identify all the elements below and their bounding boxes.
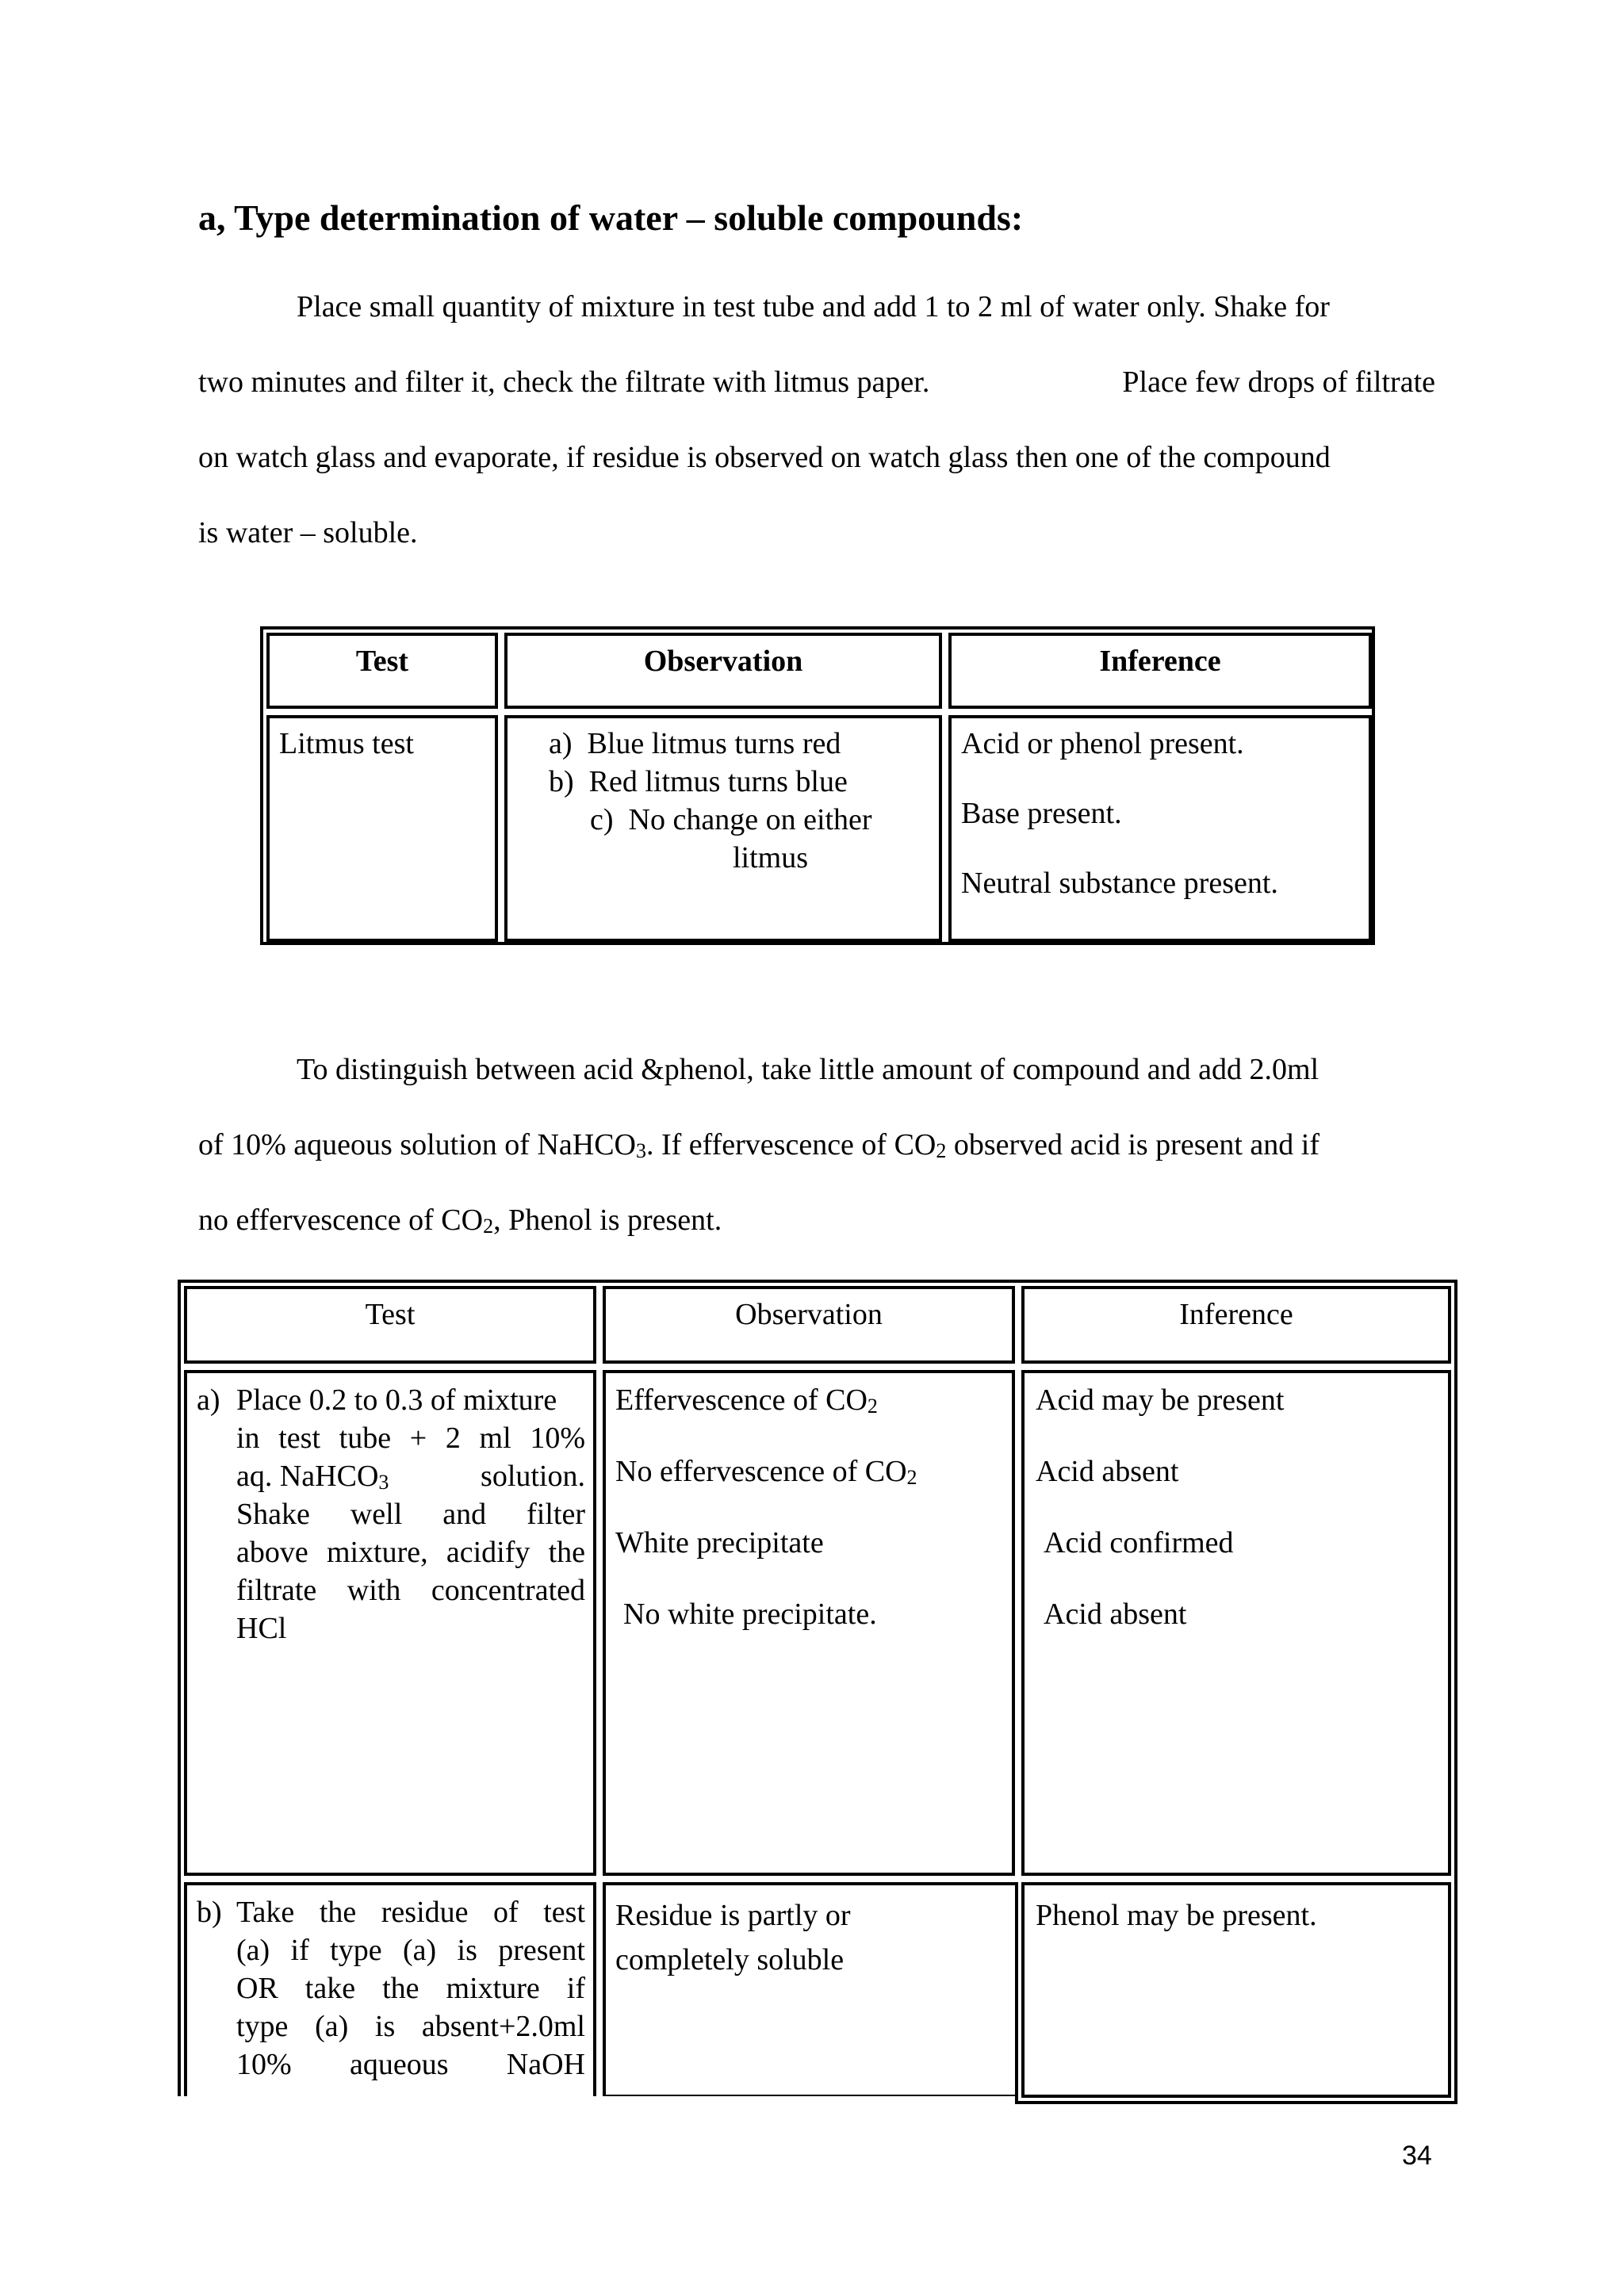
intro-line-2: two minutes and filter it, check the filtrate with litmus paper. Place few drops of filtrate [198, 365, 1435, 399]
acid-phenol-line-1: To distinguish between acid &phenol, take little amount of compound and add 2.0ml [297, 1053, 1320, 1086]
acid-test-a-line-1: Place 0.2 to 0.3 of mixture [236, 1383, 557, 1417]
acid-test-b-cell [184, 1882, 596, 2096]
litmus-observation-c: c) No change on either [590, 803, 872, 836]
acid-test-b-line-2: (a) if type (a) is present [236, 1934, 585, 1967]
acid-observation-a-3: White precipitate [615, 1526, 824, 1559]
acid-phenol-paragraph [198, 1032, 1435, 1258]
intro-line-1: Place small quantity of mixture in test tube and add 1 to 2 ml of water only. Shake for [297, 290, 1330, 323]
acid-test-b-marker: b) [197, 1896, 222, 1929]
litmus-table-header-test: Test [266, 633, 498, 709]
acid-inference-a-1: Acid may be present [1036, 1383, 1285, 1417]
litmus-inference-3: Neutral substance present. [961, 867, 1278, 900]
acid-inference-a-4: Acid absent [1044, 1598, 1187, 1631]
acid-observation-b-1: Residue is partly or [615, 1899, 851, 1932]
acid-inference-a-3: Acid confirmed [1044, 1526, 1234, 1559]
page-number: 34 [1402, 2141, 1432, 2171]
section-heading: a, Type determination of water – soluble compounds: [198, 197, 1024, 238]
intro-paragraph [198, 270, 1435, 571]
acid-table-header-inference: Inference [1021, 1286, 1451, 1364]
acid-inference-b-cell [1021, 1882, 1451, 2098]
acid-test-b-line-3: OR take the mixture if [236, 1972, 585, 2005]
acid-test-a-line-5: above mixture, acidify the [236, 1536, 585, 1569]
acid-test-b-line-5: 10% aqueous NaOH [236, 2048, 585, 2081]
acid-phenol-table [178, 1280, 1457, 2104]
acid-observation-a-2: No effervescence of $CO_2$ [615, 1455, 917, 1489]
acid-table-header-test: Test [184, 1286, 596, 1364]
acid-inference-b-1: Phenol may be present. [1036, 1899, 1317, 1932]
litmus-inference-1: Acid or phenol present. [961, 727, 1244, 760]
acid-phenol-line-2: of 10% aqueous solution of NaHCO$_3$. If effervescence of $CO_2$ observed acid is present and if [198, 1128, 1320, 1162]
acid-test-b-line-4: type (a) is absent+2.0ml [236, 2010, 585, 2043]
litmus-observation-b: b) Red litmus turns blue [549, 765, 848, 798]
litmus-table-header-observation: Observation [504, 633, 942, 709]
litmus-inference-2: Base present. [961, 797, 1122, 830]
acid-inference-a-2: Acid absent [1036, 1455, 1179, 1488]
acid-observation-b-cell [603, 1882, 1015, 2096]
acid-test-a-line-2: in test tube + 2 ml 10% [236, 1422, 585, 1455]
litmus-observation-c-cont: litmus [733, 841, 809, 874]
acid-test-a-line-3: aq. NaHCO$_3$ solution. [236, 1460, 585, 1494]
acid-test-a-cell [184, 1370, 596, 1876]
litmus-table [260, 626, 1375, 945]
acid-table-header-observation: Observation [603, 1286, 1015, 1364]
acid-inference-a-cell [1021, 1370, 1451, 1876]
intro-line-3: on watch glass and evaporate, if residue is observed on watch glass then one of the compound [198, 441, 1331, 474]
acid-test-a-line-4: Shake well and filter [236, 1498, 585, 1531]
litmus-observation-a: a) Blue litmus turns red [549, 727, 841, 760]
acid-observation-b-2: completely soluble [615, 1943, 845, 1976]
acid-observation-a-4: No white precipitate. [623, 1598, 877, 1631]
acid-test-a-line-6: filtrate with concentrated [236, 1574, 585, 1607]
litmus-table-header-inference: Inference [948, 633, 1372, 709]
acid-observation-a-cell [603, 1370, 1015, 1876]
acid-test-b-line-1: Take the residue of test [236, 1896, 585, 1929]
acid-test-a-line-7: HCl [236, 1612, 287, 1645]
litmus-test-cell: Litmus test [266, 715, 498, 942]
intro-line-4: is water – soluble. [198, 516, 418, 549]
acid-phenol-line-3: no effervescence of $CO_2$, Phenol is present. [198, 1203, 722, 1238]
acid-observation-a-1: Effervescence of $CO_2$ [615, 1383, 878, 1418]
litmus-inference-cell [948, 715, 1372, 942]
litmus-observation-cell [504, 715, 942, 942]
acid-test-a-marker: a) [197, 1383, 220, 1417]
